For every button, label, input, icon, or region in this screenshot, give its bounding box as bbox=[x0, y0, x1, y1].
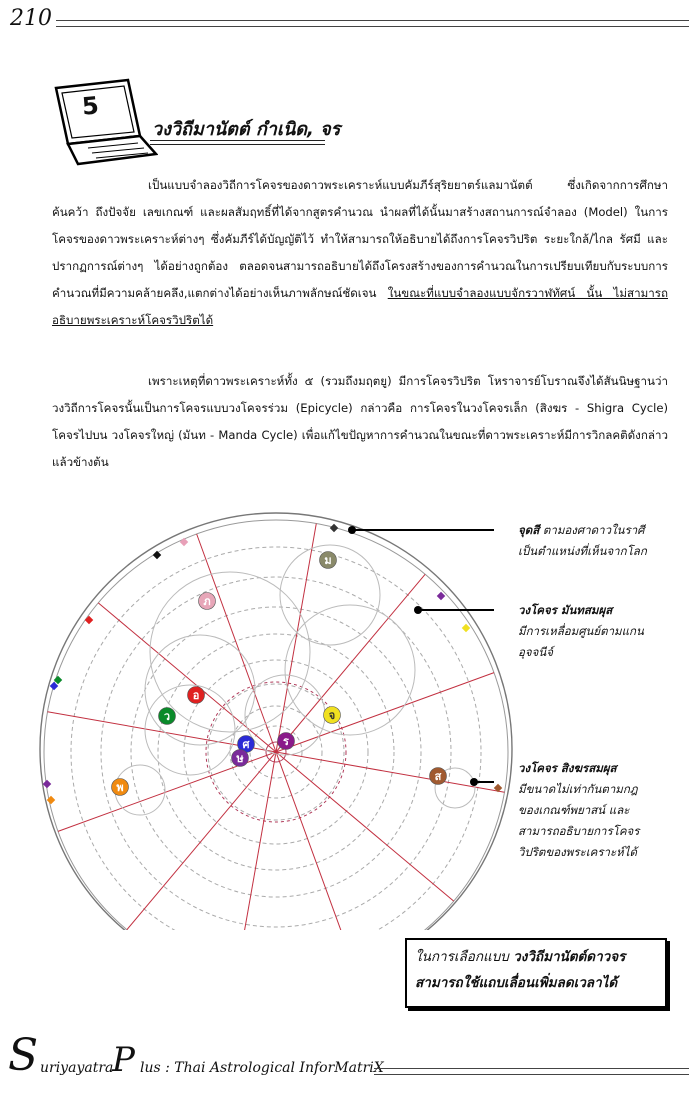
position-dot bbox=[180, 538, 188, 546]
footer-tagline: lus : Thai Astrological InforMatriX bbox=[140, 1060, 384, 1076]
planet-2 bbox=[199, 593, 216, 610]
position-dot bbox=[330, 524, 338, 532]
planet-9 bbox=[430, 768, 447, 785]
zodiac-divider-line bbox=[276, 752, 355, 930]
title-underline bbox=[150, 140, 325, 145]
caption-2-line3: อุจจนีจ์ bbox=[518, 645, 553, 659]
planet-label: ภ bbox=[203, 595, 211, 608]
position-dot bbox=[462, 624, 470, 632]
orbit-diagram bbox=[0, 500, 697, 930]
planet-label: จ bbox=[328, 709, 336, 722]
planet-label: ร bbox=[283, 735, 289, 748]
footer-letter-s: S bbox=[8, 1030, 39, 1081]
page-number: 210 bbox=[10, 6, 52, 31]
planet-7 bbox=[278, 733, 295, 750]
caption-shigra bbox=[518, 758, 639, 863]
caption-3-title: วงโคจร สิงฆรสมผุส bbox=[518, 761, 617, 775]
footer-word1: uriyayatra bbox=[40, 1060, 114, 1076]
caption-1-line2: เป็นตำแหน่งที่เห็นจากโลก bbox=[518, 544, 647, 558]
caption-3-line2: มีขนาดไม่เท่ากันตามกฎ bbox=[518, 782, 638, 796]
caption-1-title: จุดสี bbox=[518, 523, 540, 537]
section-title: วงวิถีมานัตต์ กำเนิด, จร bbox=[152, 119, 341, 140]
paragraph-1 bbox=[52, 172, 668, 334]
position-dot bbox=[43, 780, 51, 788]
paragraph-1-text: เป็นแบบจำลองวิถีการโคจรของดาวพระเคราะห์แบบคัมภีร์สุริยยาตร์แลมานัตต์ ซึ่งเกิดจากการศึกษาค้นคว้า ถึงปัจจัย เลขเกณฑ์ และผลสัมฤทธิ์ที่ได้จากสูตรคำนวณ นำผลที่ได้นั้นมาสร้างสถานการณ์จำลอง (Model) ในการโคจรของดาวพระเคราะห์ต่างๆ ซึ่งคัมภีร์ได้บัญญัติไว้ ทำให้สามารถให้อธิบายได้ถึงการโคจรวิปริต ระยะใกล้/ไกล รัศมี และ ปรากฏการณ์ต่างๆ ได้อย่างถูกต้อง ตลอดจนสามารถอธิบายได้ถึงโครงสร้างของการคำนวณในการเปรียบเทียบกับระบบการคำนวณที่มีความคล้ายคลึง,แตกต่างได้อย่างเห็นภาพลักษณ์ชัดเจน bbox=[52, 178, 668, 300]
planet-8 bbox=[232, 750, 249, 767]
footer-brand bbox=[40, 1060, 113, 1076]
planet-label: ว bbox=[163, 710, 171, 723]
section-number: 5 bbox=[80, 91, 100, 121]
position-dot bbox=[437, 592, 445, 600]
planet-label: ม bbox=[324, 554, 332, 567]
pointer-dot-3 bbox=[470, 778, 478, 786]
zodiac-divider-line bbox=[236, 752, 276, 930]
zodiac-divider-line bbox=[276, 752, 504, 792]
header-rule bbox=[56, 20, 689, 27]
planet-5 bbox=[324, 707, 341, 724]
epicycle-orbit bbox=[150, 572, 310, 732]
caption-3-line3: ของเกณฑ์พยาสน์ และ bbox=[518, 803, 630, 817]
caption-1-rest: ตามองศาดาวในราศี bbox=[539, 523, 645, 537]
zodiac-ring bbox=[44, 520, 508, 930]
pointer-dot-2 bbox=[414, 606, 422, 614]
planet-10 bbox=[112, 779, 129, 796]
caption-3-line4: สามารถอธิบายการโคจร bbox=[518, 824, 640, 838]
planet-1 bbox=[320, 552, 337, 569]
note-line1-plain: ในการเลือกแบบ bbox=[415, 949, 514, 965]
caption-2-title: วงโคจร มันทสมผุส bbox=[518, 603, 613, 617]
caption-manda bbox=[518, 600, 644, 663]
outer-ring bbox=[40, 513, 512, 930]
pointer-dot-1 bbox=[348, 526, 356, 534]
position-dot bbox=[85, 616, 93, 624]
paragraph-2-text: เพราะเหตุที่ดาวพระเคราะห์ทั้ง ๕ (รวมถึงมฤตยู) มีการโคจรวิปริต โหราจารย์โบราณจึงได้สันนิษฐานว่า วงวิถีการโคจรนั้นเป็นการโคจรแบบวงโคจรร่วม (Epicycle) กล่าวคือ การโคจรในวงโคจรเล็ก (สิงฆร - Shigra Cycle) โคจรไปบน วงโคจรใหญ่ (มันท - Manda Cycle) เพื่อแก้ไขปัญหาการคำนวณในขณะที่ดาวพระเคราะห์มีการวิกลคติดังกล่าวแล้วข้างต้น bbox=[52, 374, 668, 469]
note-line2: สามารถใช้แถบเลื่อนเพิ่มลดเวลาได้ bbox=[415, 975, 618, 991]
note-line1-bold: วงวิถีมานัตต์ดาวจร bbox=[513, 949, 626, 965]
planet-label: ษ bbox=[236, 752, 244, 765]
caption-color-dots bbox=[518, 520, 647, 562]
note-box bbox=[405, 938, 667, 1008]
laptop-icon bbox=[48, 78, 158, 168]
paragraph-2 bbox=[52, 368, 668, 476]
planet-label: ศ bbox=[242, 738, 250, 751]
footer-rule bbox=[374, 1068, 689, 1075]
position-dot bbox=[153, 551, 161, 559]
paragraph-1-underlined: ในขณะที่แบบจำลองแบบจักรวาฬทัศน์ นั้น ไม่สามารถอธิบายพระเคราะห์โคจรวิปริตได้ bbox=[52, 286, 668, 327]
planet-label: พ bbox=[116, 781, 124, 794]
planet-3 bbox=[188, 687, 205, 704]
planet-4 bbox=[159, 708, 176, 725]
caption-2-line2: มีการเหลื่อมศูนย์ตามแกน bbox=[518, 624, 644, 638]
planet-label: ส bbox=[434, 770, 442, 783]
caption-3-line5: วิปริตของพระเคราะห์ได้ bbox=[518, 845, 637, 859]
planet-label: อ bbox=[192, 689, 200, 702]
footer-letter-p: P bbox=[112, 1040, 135, 1080]
